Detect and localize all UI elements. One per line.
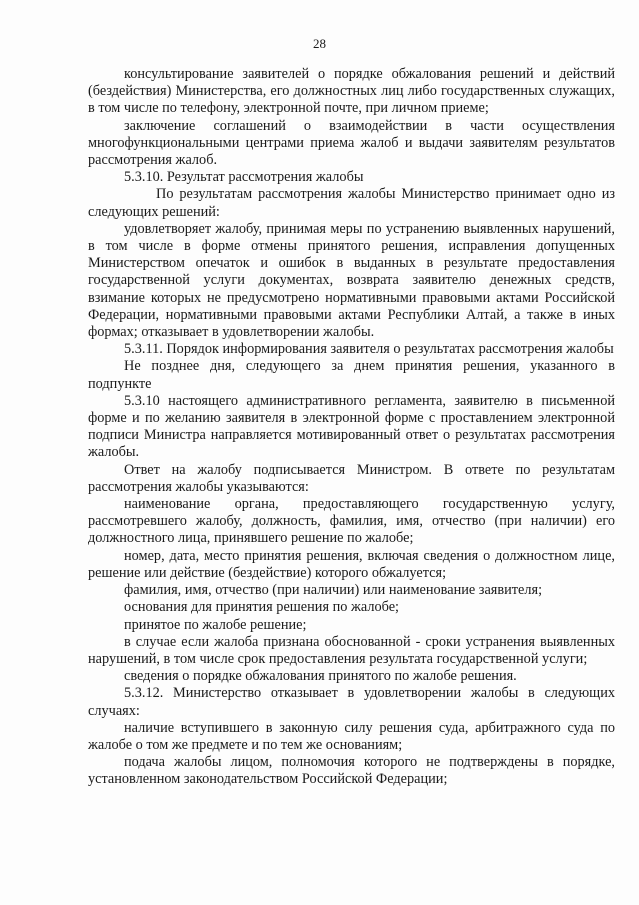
section-heading: 5.3.11. Порядок информирования заявителя о результатах рассмотрения жалобы (124, 341, 614, 358)
paragraph: сведения о порядке обжалования принятого по жалобе решения. (124, 668, 517, 685)
paragraph: заключение соглашений о взаимодействии в части осуществления многофункциональными центрами приема жалоб и выдачи заявителям результатов рассмотрения жалоб. (88, 117, 615, 169)
paragraph: По результатам рассмотрения жалобы Министерство принимает одно из следующих решений: (88, 186, 615, 220)
paragraph: основания для принятия решения по жалобе; (124, 599, 400, 616)
paragraph: наименование органа, предоставляющего государственную услугу, рассмотревшего жалобу, должность, фамилия, имя, отчество (при наличии) его должностного лица, принявшего решение по жалобе; (88, 496, 615, 547)
document-body (88, 66, 615, 789)
paragraph: фамилия, имя, отчество (при наличии) или наименование заявителя; (124, 582, 543, 599)
paragraph: 5.3.10 настоящего административного регламента, заявителю в письменной форме и по желанию заявителя в электронной форме с проставлением электронной подписи Министра направляется мотивированный ответ о результатах рассмотрения жалобы. (88, 392, 615, 461)
paragraph: в случае если жалоба признана обоснованной - сроки устранения выявленных нарушений, в том числе срок предоставления результата государственной услуги; (88, 633, 615, 667)
paragraph: номер, дата, место принятия решения, включая сведения о должностном лице, решение или действие (бездействие) которого обжалуется; (88, 547, 615, 581)
section-heading: 5.3.10. Результат рассмотрения жалобы (124, 169, 364, 186)
paragraph: подача жалобы лицом, полномочия которого не подтверждены в порядке, установленном законодательством Российской Федерации; (88, 754, 615, 788)
paragraph: Ответ на жалобу подписывается Министром. В ответе по результатам рассмотрения жалобы указываются: (88, 461, 615, 495)
paragraph: Не позднее дня, следующего за днем принятия решения, указанного в подпункте (88, 358, 615, 392)
paragraph: консультирование заявителей о порядке обжалования решений и действий (бездействия) Министерства, его должностных лиц либо государственных служащих, в том числе по телефону, электронной почте, при личном приеме; (88, 66, 615, 117)
paragraph: удовлетворяет жалобу, принимая меры по устранению выявленных нарушений, в том числе в форме отмены принятого решения, исправления допущенных Министерством опечаток и ошибок в выданных в результате предоставления государственной услуги документах, возврата заявителю денежных средств, взимание которых не предусмотрено нормативными правовыми актами Российской Федерации, нормативными правовыми актами Республики Алтай, а также в иных формах; отказывает в удовлетворении жалобы. (88, 220, 615, 341)
page-number: 28 (313, 36, 326, 51)
paragraph: принятое по жалобе решение; (124, 616, 307, 633)
section-heading: 5.3.12. Министерство отказывает в удовлетворении жалобы в следующих случаях: (88, 685, 615, 719)
paragraph: наличие вступившего в законную силу решения суда, арбитражного суда по жалобе о том же предмете и по тем же основаниям; (88, 719, 615, 753)
